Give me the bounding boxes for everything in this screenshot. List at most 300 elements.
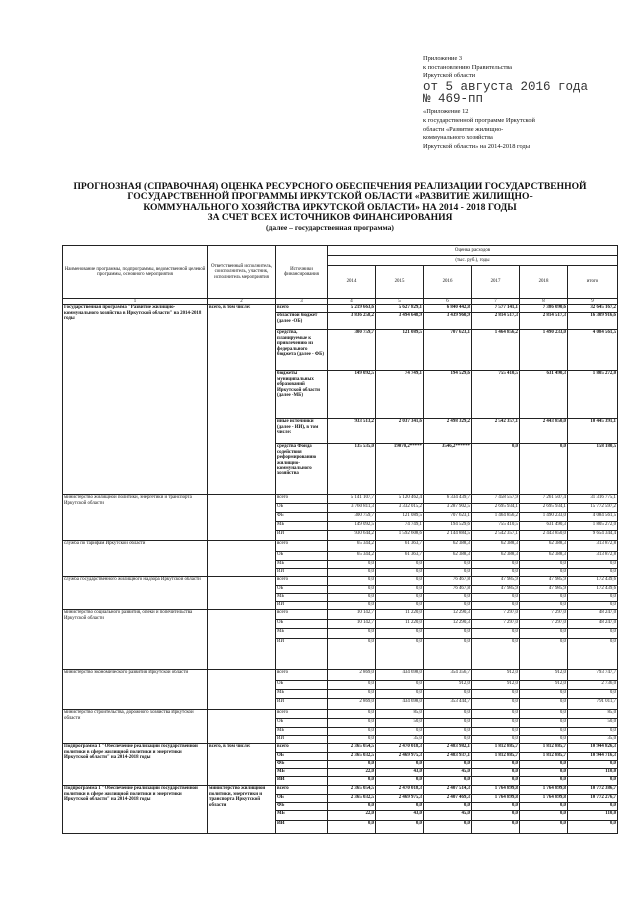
- value-cell: 10 772 276,7: [568, 795, 618, 803]
- source-cell: всего: [276, 670, 328, 681]
- value-cell: 912,0: [520, 670, 568, 681]
- value-cell: 912,0: [472, 670, 520, 681]
- value-cell: 0,0: [568, 761, 618, 769]
- value-cell: 0,0: [520, 803, 568, 811]
- value-cell: 11 220,0: [376, 620, 424, 629]
- value-cell: 2 407 469,3: [424, 795, 472, 803]
- value-cell: 1 464 856,2: [472, 330, 520, 371]
- value-cell: 1 812 885,7: [520, 744, 568, 753]
- value-cell: 0,0: [328, 761, 376, 769]
- value-cell: 0,0: [328, 577, 376, 586]
- value-cell: 300 759,7: [328, 330, 376, 371]
- header-line: Приложение 3: [423, 55, 463, 62]
- value-cell: 300 759,7: [328, 513, 376, 522]
- source-cell: МБ: [276, 594, 328, 602]
- source-cell: ИИ: [276, 531, 328, 541]
- row-name-cell: министерство строительства, дорожного хозяйства Иркутской области: [63, 710, 208, 744]
- source-cell: всего: [276, 744, 328, 753]
- value-cell: 22,0: [328, 769, 376, 777]
- source-cell: ОБ: [276, 681, 328, 690]
- value-cell: 0,0: [520, 811, 568, 821]
- value-cell: 0,0: [472, 728, 520, 736]
- source-cell: ФБ: [276, 513, 328, 522]
- table-row: [63, 710, 618, 719]
- value-cell: 62 388,3: [520, 552, 568, 561]
- value-cell: 0,0: [328, 639, 376, 670]
- title-line: ПРОГНОЗНАЯ (СПРАВОЧНАЯ) ОЦЕНКА РЕСУРСНОГО ОБЕСПЕЧЕНИЯ РЕАЛИЗАЦИИ ГОСУДАРСТВЕННОЙ: [73, 181, 587, 192]
- value-cell: 434 698,0: [376, 699, 424, 710]
- value-cell: 0,0: [472, 561, 520, 569]
- value-cell: 0,0: [376, 629, 424, 639]
- value-cell: 61 363,7: [376, 541, 424, 552]
- value-cell: 0,0: [328, 561, 376, 569]
- value-cell: 0,0: [424, 639, 472, 670]
- header-line: области «Развитие жилищно-: [423, 125, 504, 133]
- value-cell: 0,0: [520, 629, 568, 639]
- value-cell: 62 388,3: [472, 541, 520, 552]
- col-header-name: Наименование программы, подпрограммы, ведомственной целевой программы, основного мероприятия: [63, 246, 208, 299]
- col-number: 2: [208, 299, 276, 305]
- value-cell: 0,0: [520, 769, 568, 777]
- value-cell: 0,0: [472, 602, 520, 610]
- value-cell: 48 247,0: [568, 620, 618, 629]
- value-cell: 76 467,8: [424, 577, 472, 586]
- value-cell: 0,0: [472, 736, 520, 744]
- value-cell: 0,0: [328, 728, 376, 736]
- value-cell: 0,0: [568, 639, 618, 670]
- value-cell: 2 443 850,0: [520, 419, 568, 444]
- col-number: 6: [424, 299, 472, 305]
- value-cell: 10 944 826,3: [568, 744, 618, 753]
- value-cell: 0,0: [520, 736, 568, 744]
- value-cell: 0,0: [328, 690, 376, 699]
- value-cell: 15 772 597,2: [568, 504, 618, 513]
- source-cell: ОБ: [276, 552, 328, 561]
- year-2015: 2015: [376, 266, 424, 299]
- value-cell: 3 439 960,9: [424, 313, 472, 330]
- value-cell: 0,0: [520, 710, 568, 719]
- value-cell: 0,0: [472, 821, 520, 834]
- value-cell: 0,0: [328, 736, 376, 744]
- source-cell: иные источники (далее - ИИ), в том числе:: [276, 419, 328, 444]
- value-cell: 158 180,5: [568, 444, 618, 495]
- value-cell: 2 542 357,1: [472, 419, 520, 444]
- source-cell: всего: [276, 305, 328, 313]
- value-cell: 0,0: [520, 602, 568, 610]
- value-cell: 0,0: [520, 569, 568, 577]
- value-cell: 62 388,3: [520, 541, 568, 552]
- document-title: [60, 182, 600, 233]
- source-cell: МБ: [276, 728, 328, 736]
- value-cell: 62 388,3: [424, 552, 472, 561]
- value-cell: 0,0: [520, 821, 568, 834]
- value-cell: 1 490 233,0: [520, 513, 568, 522]
- value-cell: 0,0: [424, 736, 472, 744]
- value-cell: 0,0: [424, 690, 472, 699]
- year-2016: 2016: [424, 266, 472, 299]
- value-cell: 0,0: [376, 602, 424, 610]
- value-cell: 0,0: [520, 594, 568, 602]
- source-cell: всего: [276, 710, 328, 719]
- value-cell: 2 498 329,2: [424, 419, 472, 444]
- value-cell: 35,0: [376, 736, 424, 744]
- source-cell: ИИ: [276, 699, 328, 710]
- value-cell: 1 812 885,7: [472, 753, 520, 761]
- value-cell: 65 344,2: [328, 552, 376, 561]
- source-cell: всего: [276, 610, 328, 620]
- row-exec-cell: [208, 495, 276, 541]
- value-cell: 12 290,3: [424, 620, 472, 629]
- title-subline: (далее – государственная программа): [266, 223, 394, 233]
- value-cell: 0,0: [424, 569, 472, 577]
- value-cell: 0,0: [568, 690, 618, 699]
- col-number: 9: [568, 299, 618, 305]
- value-cell: 5 141 107,7: [328, 495, 376, 504]
- table-row: [63, 610, 618, 620]
- value-cell: 912,0: [424, 681, 472, 690]
- value-cell: 0,0: [376, 821, 424, 834]
- value-cell: 0,0: [568, 777, 618, 786]
- value-cell: 3 836 258,2: [328, 313, 376, 330]
- value-cell: 35,0: [568, 736, 618, 744]
- value-cell: 47 985,9: [520, 577, 568, 586]
- value-cell: 930 644,2: [328, 531, 376, 541]
- value-cell: 0,0: [472, 569, 520, 577]
- value-cell: 0,0: [328, 594, 376, 602]
- value-cell: 0,0: [376, 569, 424, 577]
- header-line: коммунального хозяйства: [423, 134, 493, 142]
- value-cell: 0,0: [376, 761, 424, 769]
- table-row: [63, 786, 618, 795]
- value-cell: 354 356,7: [424, 670, 472, 681]
- value-cell: 0,0: [568, 728, 618, 736]
- value-cell: 50,0: [568, 719, 618, 728]
- header-line: к постановлению Правительства: [423, 63, 513, 71]
- value-cell: 2 470 018,3: [376, 786, 424, 795]
- header-date: от 5 августа 2016 года: [423, 80, 589, 95]
- value-cell: 1 764 899,8: [472, 795, 520, 803]
- value-cell: 2 144 884,5: [424, 531, 472, 541]
- value-cell: 0,0: [472, 639, 520, 670]
- value-cell: 43,0: [376, 811, 424, 821]
- row-name-cell: Подпрограмма 1 "Обеспечение реализации государственной политики в сфере жилищной политики и энергетики Иркутской области" на 2014-2018 годы: [63, 786, 208, 834]
- value-cell: 0,0: [376, 594, 424, 602]
- value-cell: 912,0: [472, 681, 520, 690]
- value-cell: 74 749,1: [376, 522, 424, 531]
- source-cell: МБ: [276, 690, 328, 699]
- value-cell: 149 092,5: [328, 522, 376, 531]
- value-cell: 172 439,6: [568, 577, 618, 586]
- col-number: 1: [63, 299, 208, 305]
- value-cell: 194 529,6: [424, 522, 472, 531]
- value-cell: 0,0: [520, 561, 568, 569]
- header-line: к государственной программе Иркутской: [423, 116, 535, 124]
- value-cell: 2 814 517,3: [472, 313, 520, 330]
- source-cell: всего: [276, 541, 328, 552]
- source-cell: ФБ: [276, 803, 328, 811]
- source-cell: ОБ: [276, 504, 328, 513]
- value-cell: 755 410,5: [472, 371, 520, 419]
- source-cell: всего: [276, 495, 328, 504]
- source-cell: областной бюджет (далее -ОБ): [276, 313, 328, 330]
- value-cell: 0,0: [376, 586, 424, 594]
- header-line: «Приложение 12: [423, 108, 469, 116]
- value-cell: 1 464 856,2: [472, 513, 520, 522]
- source-cell: ИИ: [276, 569, 328, 577]
- value-cell: 0,0: [424, 821, 472, 834]
- value-cell: 2 869,0: [328, 670, 376, 681]
- value-cell: 707 623,1: [424, 330, 472, 371]
- value-cell: 0,0: [376, 561, 424, 569]
- value-cell: 3 332 015,2: [376, 504, 424, 513]
- value-cell: 0,0: [328, 719, 376, 728]
- value-cell: 0,0: [472, 699, 520, 710]
- value-cell: 2 695 934,1: [520, 504, 568, 513]
- value-cell: 2 365 032,5: [328, 795, 376, 803]
- source-cell: ИИ: [276, 777, 328, 786]
- source-cell: ИИ: [276, 821, 328, 834]
- value-cell: 7 297,0: [520, 610, 568, 620]
- source-cell: ФБ: [276, 761, 328, 769]
- value-cell: 0,0: [424, 629, 472, 639]
- value-cell: 50,0: [376, 719, 424, 728]
- value-cell: 0,0: [568, 594, 618, 602]
- value-cell: 0,0: [328, 681, 376, 690]
- value-cell: 3 494 648,9: [376, 313, 424, 330]
- value-cell: 2 443 850,0: [520, 531, 568, 541]
- value-cell: 0,0: [472, 594, 520, 602]
- value-cell: 1 764 899,8: [520, 786, 568, 795]
- value-cell: 2 814 517,3: [520, 313, 568, 330]
- value-cell: 110,0: [568, 769, 618, 777]
- table-row: [63, 541, 618, 552]
- value-cell: 791 011,7: [568, 699, 618, 710]
- value-cell: 0,0: [376, 803, 424, 811]
- value-cell: 10 944 716,3: [568, 753, 618, 761]
- value-cell: 22,0: [328, 811, 376, 821]
- value-cell: 0,0: [472, 719, 520, 728]
- row-name-cell: министерство жилищной политики, энергетики и транспорта Иркутской области: [63, 495, 208, 541]
- value-cell: 0,0: [424, 602, 472, 610]
- value-cell: 10 772 386,7: [568, 786, 618, 795]
- row-name-cell: Государственная программа "Развитие жилищно-коммунального хозяйства в Иркутской области" на 2014-2018 годы: [63, 305, 208, 495]
- value-cell: 47 985,9: [472, 577, 520, 586]
- value-cell: 313 872,8: [568, 541, 618, 552]
- value-cell: 0,0: [520, 761, 568, 769]
- value-cell: 2 736,0: [568, 681, 618, 690]
- value-cell: 0,0: [376, 777, 424, 786]
- year-total: итого: [568, 266, 618, 299]
- value-cell: 0,0: [472, 761, 520, 769]
- value-cell: 4 084 561,5: [568, 513, 618, 522]
- value-cell: 121 089,5: [376, 330, 424, 371]
- value-cell: 3546,2******: [424, 444, 472, 495]
- source-cell: ОБ: [276, 719, 328, 728]
- source-cell: МБ: [276, 522, 328, 531]
- value-cell: 631 490,3: [520, 371, 568, 419]
- value-cell: 0,0: [424, 803, 472, 811]
- value-cell: 121 089,5: [376, 513, 424, 522]
- value-cell: 48 247,0: [568, 610, 618, 620]
- value-cell: 0,0: [472, 811, 520, 821]
- value-cell: 110,0: [568, 811, 618, 821]
- value-cell: 3 287 902,5: [424, 504, 472, 513]
- value-cell: 631 490,3: [520, 522, 568, 531]
- value-cell: 1 490 233,0: [520, 330, 568, 371]
- value-cell: 74 749,1: [376, 371, 424, 419]
- value-cell: 0,0: [376, 681, 424, 690]
- value-cell: 0,0: [472, 629, 520, 639]
- value-cell: 0,0: [520, 690, 568, 699]
- value-cell: 0,0: [520, 777, 568, 786]
- value-cell: 2 542 357,1: [472, 531, 520, 541]
- value-cell: 149 092,5: [328, 371, 376, 419]
- value-cell: 0,0: [328, 803, 376, 811]
- source-cell: средства, планируемые к привлечению из федерального бюджета (далее - ФБ): [276, 330, 328, 371]
- value-cell: 0,0: [520, 728, 568, 736]
- col-header-exec: Ответственный исполнитель, соисполнитель, участник, исполнитель мероприятия: [208, 246, 276, 299]
- table-row: [63, 744, 618, 753]
- header-line: Иркутской области» на 2014-2018 годы: [423, 142, 531, 150]
- value-cell: 135 535,0: [328, 444, 376, 495]
- row-exec-cell: [208, 577, 276, 610]
- source-cell: ОБ: [276, 795, 328, 803]
- value-cell: 61 363,7: [376, 552, 424, 561]
- row-name-cell: служба государственного жилищного надзора Иркутской области: [63, 577, 208, 610]
- value-cell: 0,0: [472, 777, 520, 786]
- value-cell: 353 444,7: [424, 699, 472, 710]
- value-cell: 5 627 829,1: [376, 305, 424, 313]
- table-row: [63, 577, 618, 586]
- source-cell: средства Фонда содействия реформированию жилищно-коммунального хозяйства: [276, 444, 328, 495]
- value-cell: 0,0: [376, 728, 424, 736]
- value-cell: 793 747,7: [568, 670, 618, 681]
- value-cell: 2 869,0: [328, 699, 376, 710]
- table-row: [63, 495, 618, 504]
- value-cell: 5 120 462,4: [376, 495, 424, 504]
- row-exec-cell: [208, 670, 276, 710]
- value-cell: 0,0: [328, 710, 376, 719]
- value-cell: 2 365 054,5: [328, 744, 376, 753]
- value-cell: 0,0: [424, 594, 472, 602]
- value-cell: 0,0: [328, 586, 376, 594]
- value-cell: 707 623,1: [424, 513, 472, 522]
- value-cell: 0,0: [328, 629, 376, 639]
- value-cell: 434 698,0: [376, 670, 424, 681]
- value-cell: 0,0: [568, 821, 618, 834]
- value-cell: 0,0: [568, 803, 618, 811]
- header-number: № 469-пп: [423, 92, 484, 107]
- value-cell: 12 290,3: [424, 610, 472, 620]
- year-2018: 2018: [520, 266, 568, 299]
- value-cell: 2 407 514,3: [424, 786, 472, 795]
- value-cell: 47 985,9: [472, 586, 520, 594]
- value-cell: 6 840 442,8: [424, 305, 472, 313]
- source-cell: всего: [276, 577, 328, 586]
- value-cell: 933 513,2: [328, 419, 376, 444]
- value-cell: 194 529,6: [424, 371, 472, 419]
- value-cell: 912,0: [520, 681, 568, 690]
- value-cell: 2 469 975,3: [376, 753, 424, 761]
- value-cell: 0,0: [472, 444, 520, 495]
- value-cell: 0,0: [424, 710, 472, 719]
- table-row: [63, 305, 618, 313]
- col-number: 5: [376, 299, 424, 305]
- value-cell: 4 084 561,5: [568, 330, 618, 371]
- title-line: ЗА СЧЕТ ВСЕХ ИСТОЧНИКОВ ФИНАНСИРОВАНИЯ: [207, 211, 453, 223]
- value-cell: 45,0: [424, 769, 472, 777]
- value-cell: 2 365 054,5: [328, 786, 376, 795]
- value-cell: 32 645 167,2: [568, 305, 618, 313]
- row-name-cell: министерство социального развития, опеки и попечительства Иркутской области: [63, 610, 208, 670]
- value-cell: 47 985,9: [520, 586, 568, 594]
- source-cell: ОБ: [276, 586, 328, 594]
- value-cell: 0,0: [520, 639, 568, 670]
- source-cell: МБ: [276, 561, 328, 569]
- source-cell: всего: [276, 786, 328, 795]
- value-cell: 85,0: [376, 710, 424, 719]
- col-number: 3: [276, 299, 328, 305]
- value-cell: 0,0: [472, 690, 520, 699]
- value-cell: 65 344,2: [328, 541, 376, 552]
- value-cell: 0,0: [520, 699, 568, 710]
- header-line: Иркутской области: [423, 72, 476, 80]
- row-name-cell: служба по тарифам Иркутской области: [63, 541, 208, 577]
- year-2017: 2017: [472, 266, 520, 299]
- value-cell: 7 261 507,4: [520, 495, 568, 504]
- source-cell: ИИ: [276, 736, 328, 744]
- col-header-units: (тыс. руб.), годы: [328, 256, 618, 266]
- value-cell: 3 760 811,3: [328, 504, 376, 513]
- value-cell: 755 410,5: [472, 522, 520, 531]
- value-cell: 0,0: [472, 710, 520, 719]
- source-cell: ИИ: [276, 639, 328, 670]
- value-cell: 2 365 032,5: [328, 753, 376, 761]
- value-cell: 6 334 439,7: [424, 495, 472, 504]
- value-cell: 172 439,6: [568, 586, 618, 594]
- source-cell: бюджеты муниципальных образований Иркутской области (далее -МБ): [276, 371, 328, 419]
- value-cell: 7 458 557,9: [472, 495, 520, 504]
- row-exec-cell: всего, в том числе:: [208, 744, 276, 786]
- value-cell: 1 592 608,6: [376, 531, 424, 541]
- value-cell: 2 483 937,1: [424, 753, 472, 761]
- row-name-cell: Подпрограмма 1 "Обеспечение реализации государственной политики в сфере жилищной политики и энергетики Иркутской области" на 2014-2018 годы: [63, 744, 208, 786]
- col-number: 7: [472, 299, 520, 305]
- value-cell: 62 388,3: [424, 541, 472, 552]
- resource-table: [62, 245, 618, 834]
- value-cell: 0,0: [568, 561, 618, 569]
- value-cell: 2 695 934,1: [472, 504, 520, 513]
- value-cell: 2 037 341,6: [376, 419, 424, 444]
- title-line: КОММУНАЛЬНОГО ХОЗЯЙСТВА ИРКУТСКОЙ ОБЛАСТИ» НА 2014 - 2018 ГОДЫ: [143, 201, 517, 213]
- value-cell: 0,0: [568, 602, 618, 610]
- year-2014: 2014: [328, 266, 376, 299]
- value-cell: 1 812 885,7: [520, 753, 568, 761]
- value-cell: 0,0: [568, 569, 618, 577]
- row-exec-cell: [208, 710, 276, 744]
- col-number: 8: [520, 299, 568, 305]
- value-cell: 5 219 663,6: [328, 305, 376, 313]
- value-cell: 10 142,7: [328, 610, 376, 620]
- value-cell: 0,0: [472, 803, 520, 811]
- value-cell: 2 483 982,1: [424, 744, 472, 753]
- document-header: [423, 55, 633, 152]
- value-cell: 0,0: [424, 728, 472, 736]
- value-cell: 85,0: [568, 710, 618, 719]
- value-cell: 0,0: [376, 639, 424, 670]
- value-cell: 10 142,7: [328, 620, 376, 629]
- value-cell: 31 316 775,1: [568, 495, 618, 504]
